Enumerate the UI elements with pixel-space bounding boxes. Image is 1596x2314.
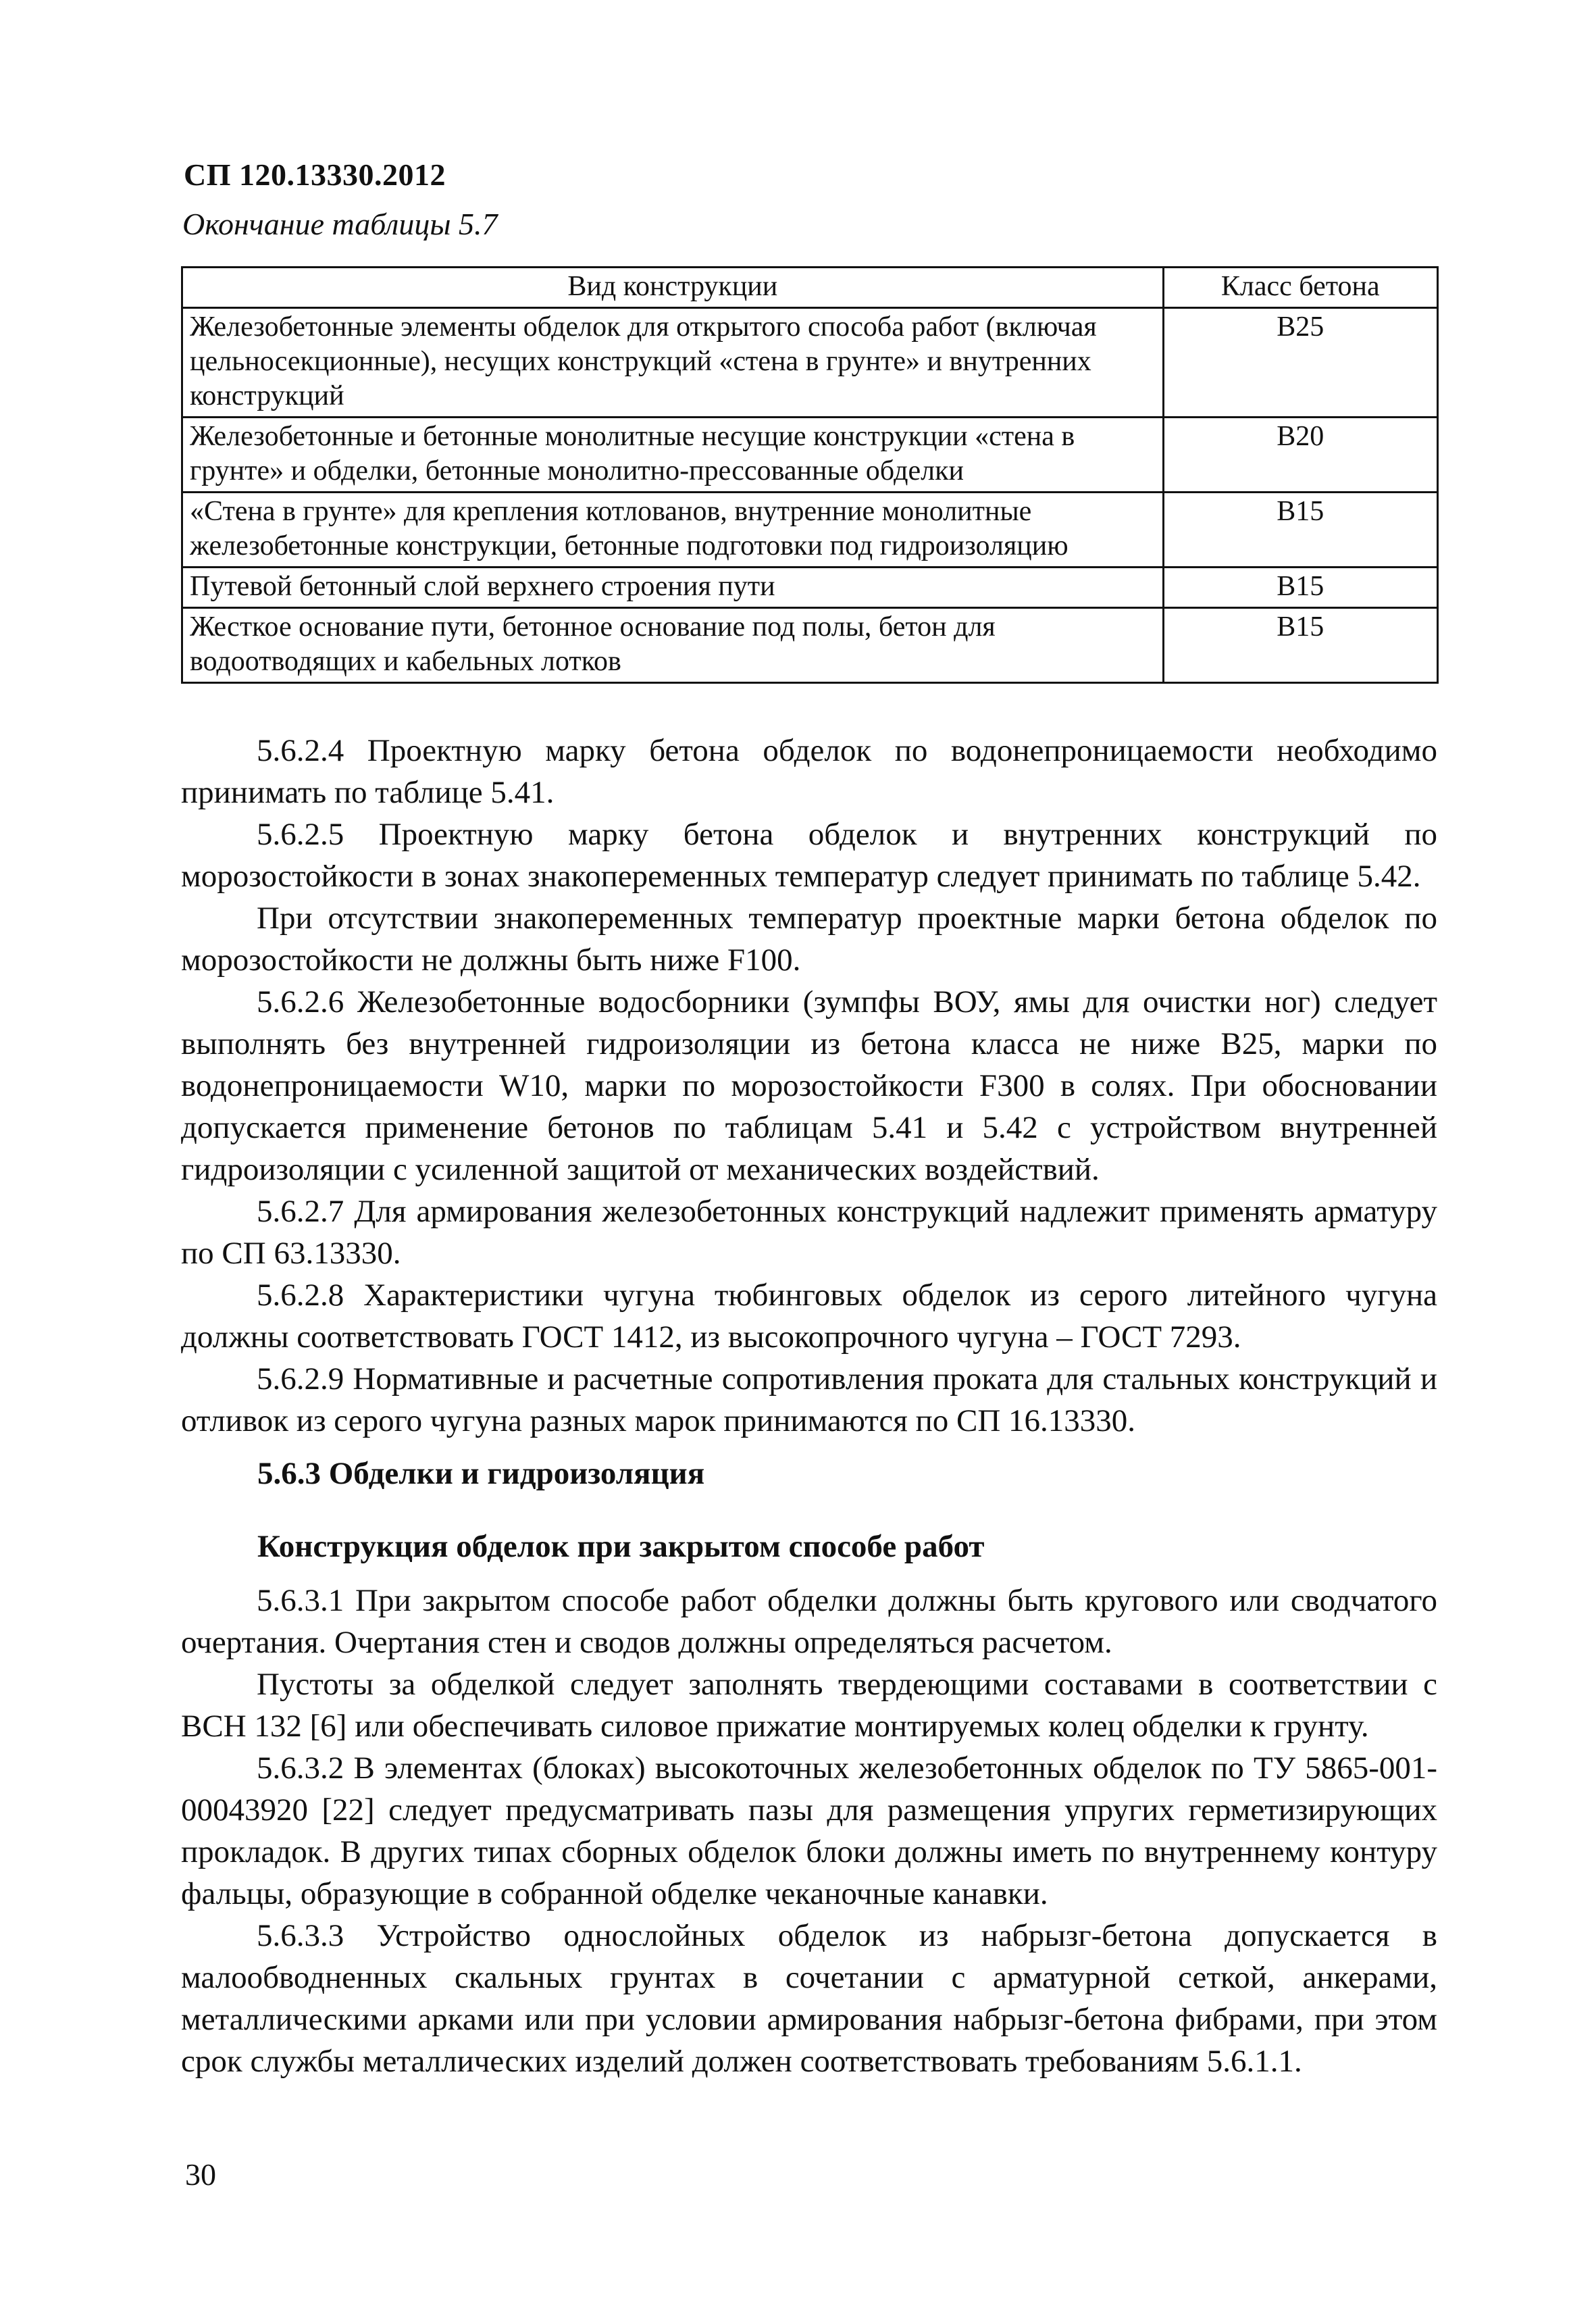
cell-concrete-class: B25: [1163, 308, 1437, 418]
cell-construction-type: «Стена в грунте» для крепления котлованов, внутренние монолитные железобетонные конструкции, бетонные подготовки под гидроизоляцию: [182, 493, 1164, 568]
page-number: 30: [185, 2157, 216, 2192]
subsection-heading: Конструкция обделок при закрытом способе работ: [257, 1529, 985, 1564]
cell-concrete-class: B15: [1163, 608, 1437, 683]
cell-construction-type: Жесткое основание пути, бетонное основание под полы, бетон для водоотводящих и кабельных лотков: [182, 608, 1164, 683]
paragraph-frost-note: При отсутствии знакопеременных температур проектные марки бетона обделок по морозостойкости не должны быть ниже F100.: [181, 901, 1437, 978]
paragraph-5-6-2-6: 5.6.2.6 Железобетонные водосборники (зумпфы ВОУ, ямы для очистки ног) следует выполнять без внутренней гидроизоляции из бетона класса не ниже B25, марки по водонепроницаемости W10, марки по морозостойкости F300 в солях. При обосновании допускается применение бетонов по таблицам 5.41 и 5.42 с устройством внутренней гидроизоляции с усиленной защитой от механических воздействий.: [181, 984, 1437, 1187]
cell-construction-type: Железобетонные и бетонные монолитные несущие конструкции «стена в грунте» и обделки, бетонные монолитно-прессованные обделки: [182, 418, 1164, 493]
cell-concrete-class: B15: [1163, 493, 1437, 568]
paragraph-5-6-3-3: 5.6.3.3 Устройство однослойных обделок из набрызг-бетона допускается в малообводненных скальных грунтах в сочетании с арматурной сеткой, анкерами, металлическими арками или при условии армирования набрызг-бетона фибрами, при этом срок службы металлических изделий должен соответствовать требованиям 5.6.1.1.: [181, 1918, 1437, 2079]
table-row: [182, 493, 1438, 568]
paragraph-5-6-2-7: 5.6.2.7 Для армирования железобетонных конструкций надлежит применять арматуру по СП 63.13330.: [181, 1194, 1437, 1271]
table-caption: Окончание таблицы 5.7: [182, 207, 498, 241]
cell-construction-type: Путевой бетонный слой верхнего строения пути: [182, 568, 1164, 608]
column-header-concrete-class: Класс бетона: [1163, 268, 1437, 308]
table-row: [182, 418, 1438, 493]
concrete-class-table: [181, 266, 1439, 684]
paragraph-5-6-3-1: 5.6.3.1 При закрытом способе работ обделки должны быть кругового или сводчатого очертания. Очертания стен и сводов должны определяться расчетом.: [181, 1583, 1437, 1660]
document-code: СП 120.13330.2012: [184, 157, 446, 192]
table-row: [182, 608, 1438, 683]
paragraph-5-6-2-9: 5.6.2.9 Нормативные и расчетные сопротивления проката для стальных конструкций и отливок из серого чугуна разных марок принимаются по СП 16.13330.: [181, 1361, 1437, 1438]
body-text-block-1: [181, 730, 1437, 1442]
paragraph-5-6-3-2: 5.6.3.2 В элементах (блоках) высокоточных железобетонных обделок по ТУ 5865-001-00043920 [22] следует предусматривать пазы для размещения упругих герметизирующих прокладок. В других типах сборных обделок блоки должны иметь по внутреннему контуру фальцы, образующие в собранной обделке чеканочные канавки.: [181, 1751, 1437, 1911]
table-row: [182, 308, 1438, 418]
table-row: [182, 568, 1438, 608]
cell-concrete-class: B20: [1163, 418, 1437, 493]
paragraph-5-6-2-4: 5.6.2.4 Проектную марку бетона обделок по водонепроницаемости необходимо принимать по таблице 5.41.: [181, 733, 1437, 810]
paragraph-5-6-2-8: 5.6.2.8 Характеристики чугуна тюбинговых обделок из серого литейного чугуна должны соответствовать ГОСТ 1412, из высокопрочного чугуна – ГОСТ 7293.: [181, 1278, 1437, 1355]
cell-construction-type: Железобетонные элементы обделок для открытого способа работ (включая цельносекционные), несущих конструкций «стена в грунте» и внутренних конструкций: [182, 308, 1164, 418]
body-text-block-2: [181, 1580, 1437, 2082]
paragraph-voids-note: Пустоты за обделкой следует заполнять твердеющими составами в соответствии с ВСН 132 [6] или обеспечивать силовое прижатие монтируемых колец обделки к грунту.: [181, 1667, 1437, 1744]
section-heading: 5.6.3 Обделки и гидроизоляция: [257, 1456, 705, 1491]
cell-concrete-class: B15: [1163, 568, 1437, 608]
table-header-row: [182, 268, 1438, 308]
column-header-construction-type: Вид конструкции: [182, 268, 1164, 308]
paragraph-5-6-2-5: 5.6.2.5 Проектную марку бетона обделок и внутренних конструкций по морозостойкости в зонах знакопеременных температур следует принимать по таблице 5.42.: [181, 817, 1437, 894]
